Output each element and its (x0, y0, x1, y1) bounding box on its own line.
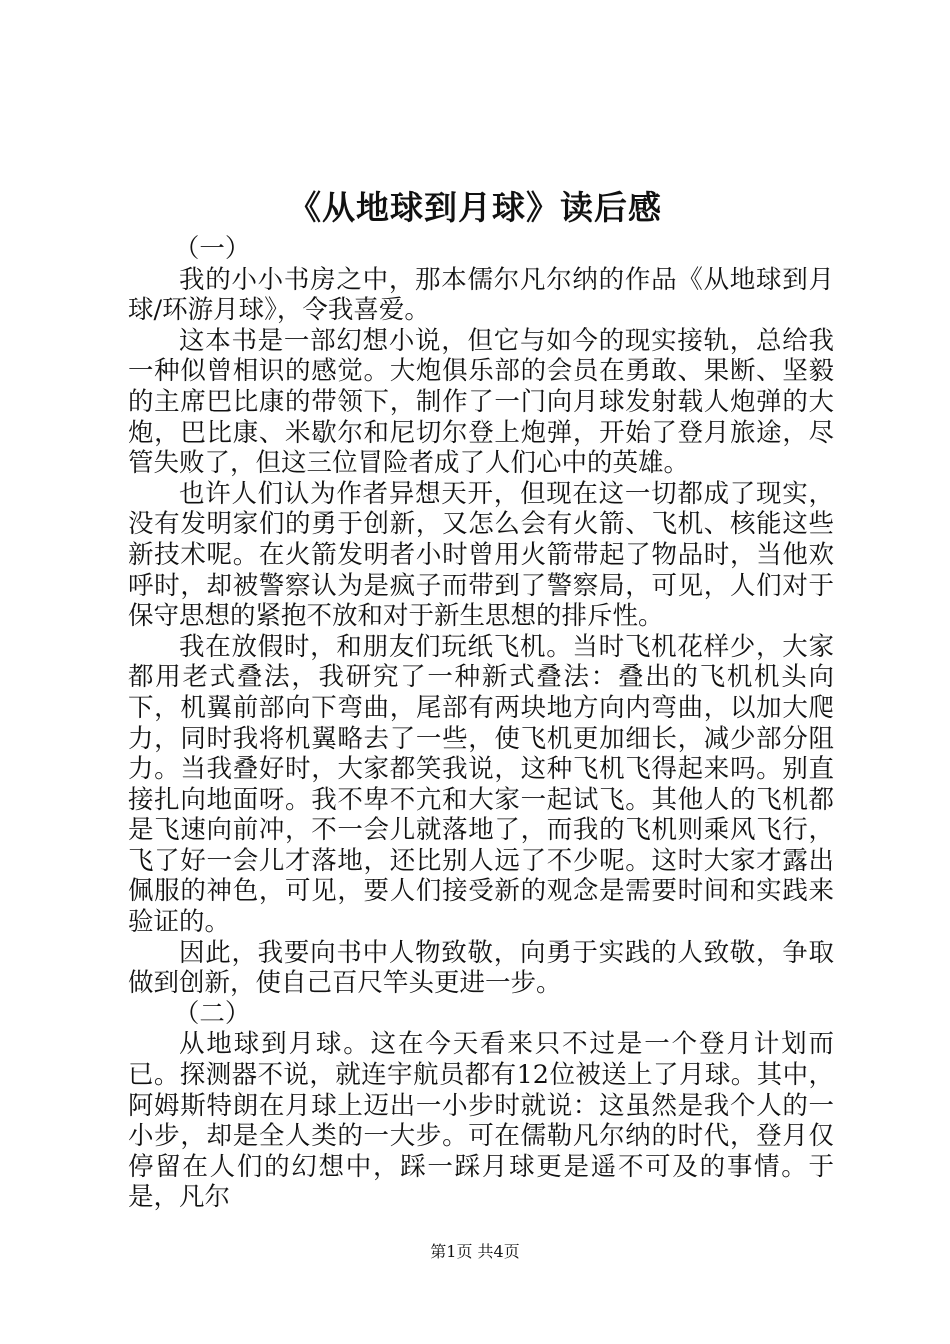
page-title: 《从地球到月球》读后感 (288, 188, 662, 227)
document-body (128, 234, 834, 1213)
page-footer: 第1页 共4页 (430, 1242, 520, 1261)
paragraph: 我的小小书房之中，那本儒尔凡尔纳的作品《从地球到月球/环游月球》，令我喜爱。 (128, 264, 834, 326)
paragraph: 也许人们认为作者异想天开，但现在这一切都成了现实，没有发明家们的勇于创新，又怎么会有火箭、飞机、核能这些新技术呢。在火箭发明者小时曾用火箭带起了物品时，当他欢呼时，却被警察认为是疯子而带到了警察局，可见，人们对于保守思想的紧抱不放和对于新生思想的排斥性。 (128, 478, 834, 632)
paragraph: 因此，我要向书中人物致敬，向勇于实践的人致敬，争取做到创新，使自己百尺竿头更进一步。 (128, 937, 834, 999)
paragraph: 从地球到月球。这在今天看来只不过是一个登月计划而已。探测器不说，就连宇航员都有12位被送上了月球。其中，阿姆斯特朗在月球上迈出一小步时就说：这虽然是我个人的一小步，却是全人类的一大步。可在儒勒凡尔纳的时代，登月仅停留在人们的幻想中，踩一踩月球更是遥不可及的事情。于是，凡尔 (128, 1029, 834, 1213)
section-heading-2: （二） (173, 998, 251, 1029)
paragraph: 我在放假时，和朋友们玩纸飞机。当时飞机花样少，大家都用老式叠法，我研究了一种新式叠法：叠出的飞机机头向下，机翼前部向下弯曲，尾部有两块地方向内弯曲，以加大爬力，同时我将机翼略去了一些，使飞机更加细长，减少部分阻力。当我叠好时，大家都笑我说，这种飞机飞得起来吗。别直接扎向地面呀。我不卑不亢和大家一起试飞。其他人的飞机都是飞速向前冲，不一会儿就落地了，而我的飞机则乘风飞行，飞了好一会儿才落地，还比别人远了不少呢。这时大家才露出佩服的神色，可见，要人们接受新的观念是需要时间和实践来验证的。 (128, 631, 834, 938)
paragraph: 这本书是一部幻想小说，但它与如今的现实接轨，总给我一种似曾相识的感觉。大炮俱乐部的会员在勇敢、果断、坚毅的主席巴比康的带领下，制作了一门向月球发射载人炮弹的大炮，巴比康、米歇尔和尼切尔登上炮弹，开始了登月旅途，尽管失败了，但这三位冒险者成了人们心中的英雄。 (128, 325, 834, 479)
section-heading-1: （一） (173, 234, 251, 264)
